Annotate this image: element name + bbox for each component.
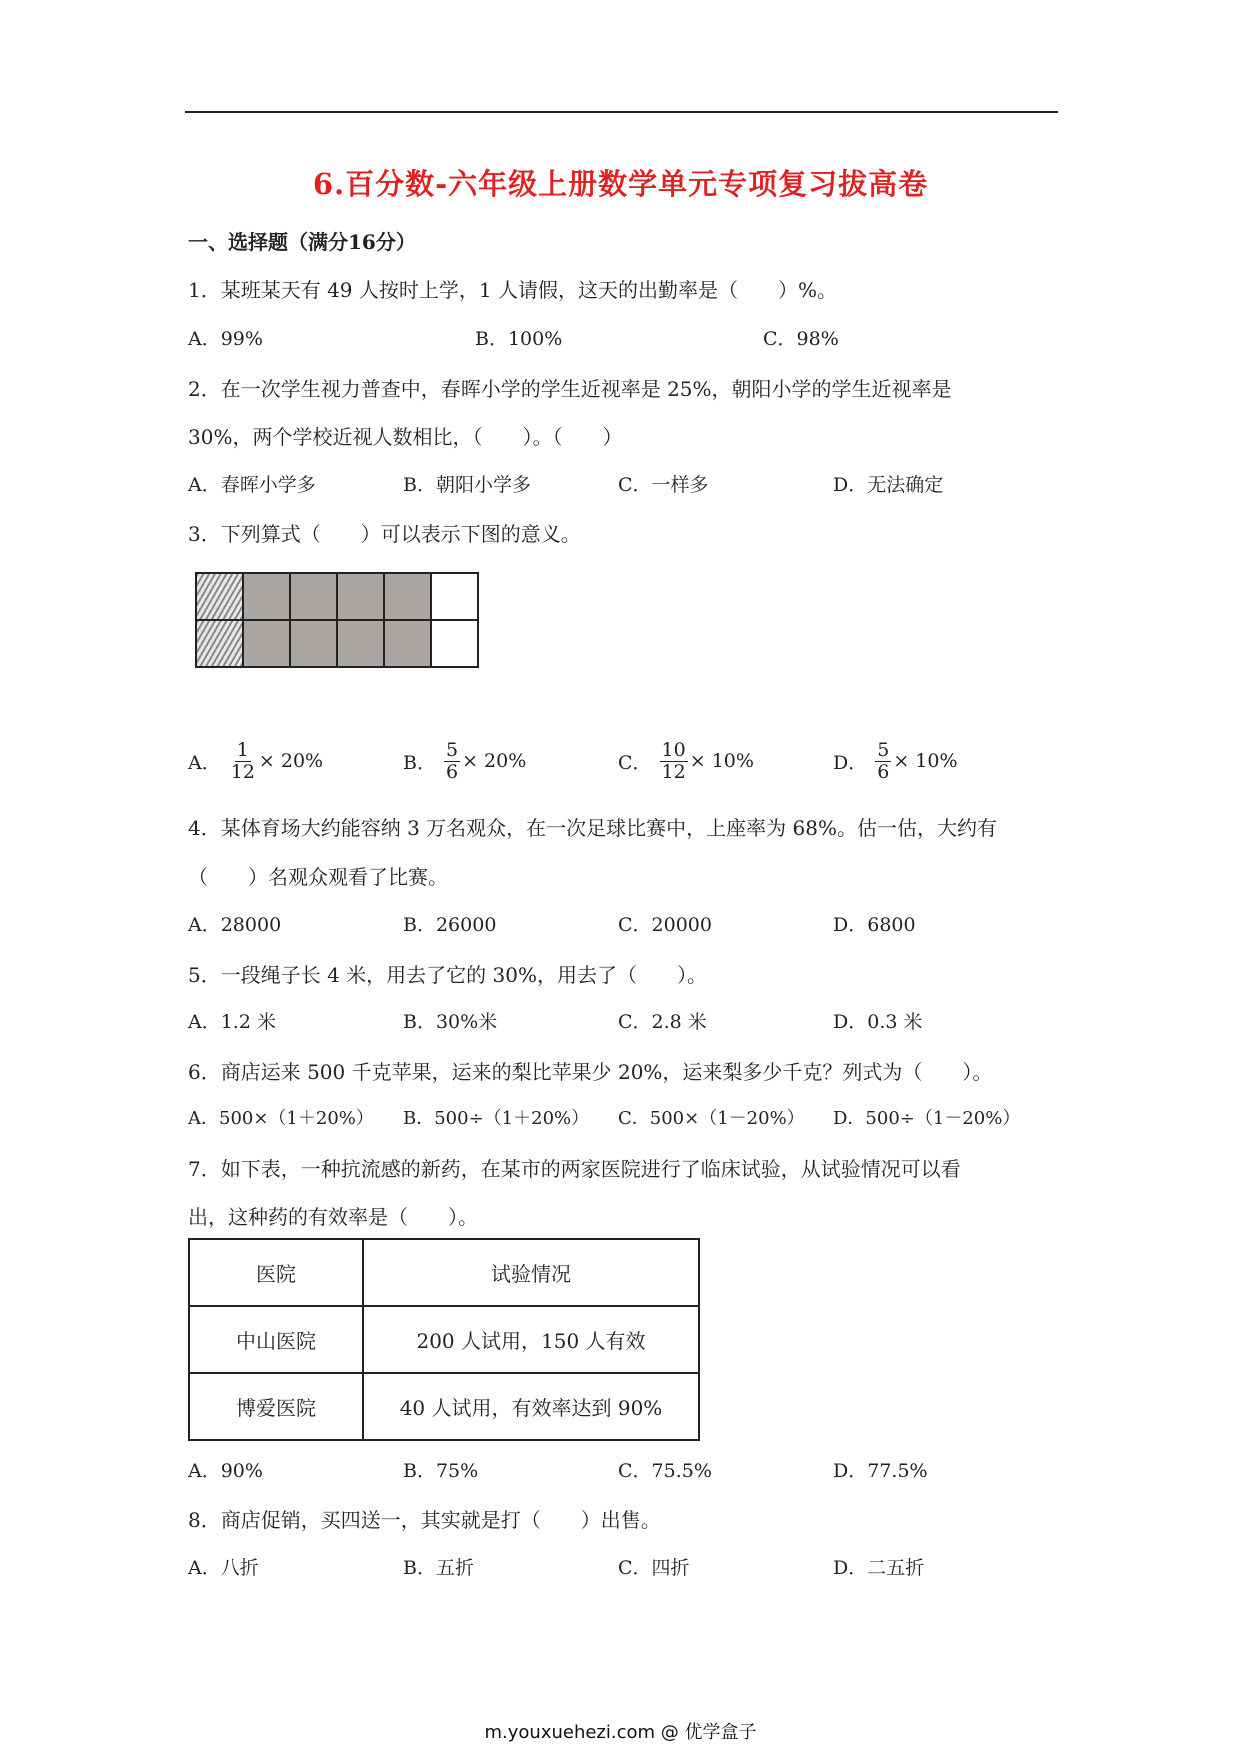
question-4-line-2: （ ）名观众观看了比赛。 <box>188 865 448 889</box>
table-header-cell: 医院 <box>189 1239 363 1306</box>
q3-option-a-fraction <box>229 740 257 783</box>
q5-option-d[interactable]: D．0.3 米 <box>833 1011 923 1033</box>
q3-option-d-label: D． <box>833 751 868 774</box>
q2-option-d[interactable]: D．无法确定 <box>833 474 944 496</box>
q6-option-c[interactable]: C．500×（1－20%） <box>618 1108 805 1129</box>
q2-option-b[interactable]: B．朝阳小学多 <box>403 474 531 496</box>
q3-option-b-label: B． <box>403 751 436 774</box>
grid-cell-empty <box>431 573 478 620</box>
q7-option-c[interactable]: C．75.5% <box>618 1460 712 1482</box>
grid-cell-empty <box>431 620 478 667</box>
table-header-cell: 试验情况 <box>363 1239 699 1306</box>
q7-option-b[interactable]: B．75% <box>403 1460 479 1482</box>
q1-option-c[interactable]: C．98% <box>763 328 839 350</box>
table-cell: 博爱医院 <box>189 1373 363 1440</box>
question-6: 6．商店运来 500 千克苹果，运来的梨比苹果少 20%，运来梨多少千克？列式为（ ）。 <box>188 1060 993 1084</box>
fraction-grid-figure <box>195 572 479 668</box>
table-cell: 中山医院 <box>189 1306 363 1373</box>
q6-option-a[interactable]: A．500×（1＋20%） <box>188 1108 374 1129</box>
question-2-line-1: 2．在一次学生视力普查中，春晖小学的学生近视率是 25%，朝阳小学的学生近视率是 <box>188 377 952 401</box>
q3-option-b-fraction <box>444 740 460 783</box>
q3-option-d[interactable] <box>833 740 958 783</box>
q8-option-a[interactable]: A．八折 <box>188 1557 259 1579</box>
trial-results-table <box>188 1238 700 1441</box>
q5-option-c[interactable]: C．2.8 米 <box>618 1011 707 1033</box>
q4-option-b[interactable]: B．26000 <box>403 914 497 936</box>
fraction-numerator: 10 <box>661 739 686 761</box>
page-title: 6.百分数-六年级上册数学单元专项复习拔高卷 <box>312 167 929 201</box>
question-7-line-1: 7．如下表，一种抗流感的新药，在某市的两家医院进行了临床试验，从试验情况可以看 <box>188 1157 961 1181</box>
q1-option-a[interactable]: A．99% <box>188 328 263 350</box>
grid-cell-shaded <box>243 573 290 620</box>
grid-cell-shaded <box>384 573 431 620</box>
table-row <box>189 1373 699 1440</box>
q2-option-c[interactable]: C．一样多 <box>618 474 709 496</box>
q7-option-d[interactable]: D．77.5% <box>833 1460 928 1482</box>
q7-option-a[interactable]: A．90% <box>188 1460 263 1482</box>
question-7-line-2: 出，这种药的有效率是（ ）。 <box>188 1205 478 1229</box>
question-2-line-2: 30%，两个学校近视人数相比，（ ）。（ ） <box>188 425 623 449</box>
q3-option-b[interactable] <box>403 740 526 783</box>
fraction-numerator: 1 <box>236 739 249 761</box>
footer-watermark: m.youxuehezi.com @ 优学盒子 <box>484 1722 757 1743</box>
q1-option-b[interactable]: B．100% <box>475 328 563 350</box>
grid-cell-shaded <box>337 620 384 667</box>
grid-cell-shaded <box>337 573 384 620</box>
q4-option-c[interactable]: C．20000 <box>618 914 712 936</box>
q3-option-a[interactable] <box>188 740 323 783</box>
q3-option-a-label: A． <box>188 751 221 774</box>
question-1: 1．某班某天有 49 人按时上学，1 人请假，这天的出勤率是（ ）%。 <box>188 278 837 302</box>
q5-option-a[interactable]: A．1.2 米 <box>188 1011 276 1033</box>
grid-cell-shaded <box>243 620 290 667</box>
q8-option-c[interactable]: C．四折 <box>618 1557 690 1579</box>
table-header-row <box>189 1239 699 1306</box>
grid-cell-hatched <box>196 620 243 667</box>
q4-option-d[interactable]: D．6800 <box>833 914 916 936</box>
question-5: 5．一段绳子长 4 米，用去了它的 30%，用去了（ ）。 <box>188 963 707 987</box>
grid-cell-shaded <box>384 620 431 667</box>
q3-option-c-label: C． <box>618 751 652 774</box>
header-rule <box>185 111 1058 113</box>
fraction-denominator: 12 <box>661 760 686 783</box>
question-4-line-1: 4．某体育场大约能容纳 3 万名观众，在一次足球比赛中，上座率为 68%。估一估，大约有 <box>188 816 997 840</box>
grid-cell-hatched <box>196 573 243 620</box>
fraction-numerator: 5 <box>877 739 890 761</box>
fraction-denominator: 6 <box>877 760 890 783</box>
question-8: 8．商店促销，买四送一，其实就是打（ ）出售。 <box>188 1508 661 1532</box>
q3-option-c[interactable] <box>618 740 754 783</box>
section-heading: 一、选择题（满分16分） <box>188 230 416 254</box>
q3-option-c-rest: × 10% <box>689 750 754 773</box>
q3-option-d-fraction <box>875 740 891 783</box>
q5-option-b[interactable]: B．30%米 <box>403 1011 498 1033</box>
q2-option-a[interactable]: A．春晖小学多 <box>188 474 316 496</box>
q3-option-d-rest: × 10% <box>893 750 958 773</box>
q4-option-a[interactable]: A．28000 <box>188 914 282 936</box>
grid-cell-shaded <box>290 573 337 620</box>
q6-option-b[interactable]: B．500÷（1＋20%） <box>403 1108 590 1129</box>
table-cell: 200 人试用，150 人有效 <box>363 1306 699 1373</box>
q3-option-b-rest: × 20% <box>462 750 527 773</box>
q6-option-d[interactable]: D．500÷（1－20%） <box>833 1108 1021 1129</box>
q8-option-d[interactable]: D．二五折 <box>833 1557 925 1579</box>
fraction-denominator: 6 <box>445 760 459 783</box>
q3-option-a-rest: × 20% <box>258 750 324 773</box>
q3-option-c-fraction <box>660 740 688 783</box>
table-row <box>189 1306 699 1373</box>
question-3: 3．下列算式（ ）可以表示下图的意义。 <box>188 522 581 546</box>
q8-option-b[interactable]: B．五折 <box>403 1557 474 1579</box>
grid-cell-shaded <box>290 620 337 667</box>
fraction-numerator: 5 <box>445 739 459 761</box>
fraction-denominator: 12 <box>230 760 255 783</box>
table-cell: 40 人试用，有效率达到 90% <box>363 1373 699 1440</box>
